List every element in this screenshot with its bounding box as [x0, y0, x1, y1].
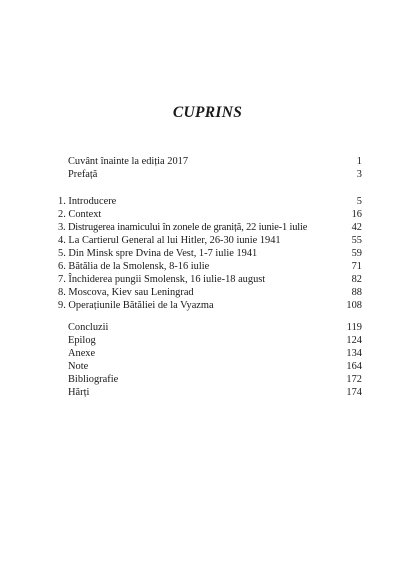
toc-entry	[68, 373, 362, 386]
toc-entry-page: 164	[346, 361, 362, 372]
toc-entry	[68, 334, 362, 347]
toc-entry-page: 124	[346, 335, 362, 346]
toc-entry-label: Anexe	[68, 348, 96, 359]
toc-entry	[58, 195, 362, 208]
toc-entry-label: 3. Distrugerea inamicului în zonele de graniță, 22 iunie-1 iulie	[58, 222, 308, 233]
toc-entry	[68, 168, 362, 181]
toc-entry-page: 59	[351, 248, 362, 259]
toc-entry-page: 55	[351, 235, 362, 246]
toc-entry-label: 2. Context	[58, 209, 102, 220]
toc-entry-page: 172	[346, 374, 362, 385]
toc-entry-page: 134	[346, 348, 362, 359]
toc-entry-label: 6. Bătălia de la Smolensk, 8-16 iulie	[58, 261, 210, 272]
toc-entry-label: Cuvânt înainte la ediția 2017	[68, 156, 189, 167]
toc-entry	[58, 234, 362, 247]
toc-entry	[58, 299, 362, 312]
toc-entry	[68, 155, 362, 168]
toc-entry-label: 7. Închiderea pungii Smolensk, 16 iulie-18 august	[58, 274, 266, 285]
toc-entry	[68, 360, 362, 373]
toc-entry-page: 88	[351, 287, 362, 298]
toc-entry-page: 71	[351, 261, 362, 272]
toc-entry-page: 82	[351, 274, 362, 285]
toc-entry	[68, 321, 362, 334]
toc-entry-page: 119	[346, 322, 362, 333]
toc-entry-label: 9. Operațiunile Bătăliei de la Vyazma	[58, 300, 214, 311]
toc-entry-label: Bibliografie	[68, 374, 119, 385]
toc-entry-label: 1. Introducere	[58, 196, 117, 207]
toc-entry	[68, 347, 362, 360]
toc-title: CUPRINS	[172, 104, 243, 121]
toc-entry-page: 3	[356, 169, 362, 180]
toc-entry-page: 174	[346, 387, 362, 398]
toc-entry	[58, 286, 362, 299]
toc-entry-page: 16	[351, 209, 362, 220]
toc-entry	[58, 208, 362, 221]
toc-entry-page: 42	[351, 222, 362, 233]
toc-entry	[58, 260, 362, 273]
toc-entry	[58, 221, 362, 234]
toc-entry-label: Note	[68, 361, 89, 372]
toc-entry-label: Concluzii	[68, 322, 109, 333]
toc-entry	[58, 247, 362, 260]
toc-entry-label: Hărți	[68, 387, 90, 398]
toc-entry-label: Epilog	[68, 335, 96, 346]
toc-entry	[68, 386, 362, 399]
toc-entry-page: 1	[356, 156, 362, 167]
toc-entry-label: Prefață	[68, 169, 98, 180]
toc-entry-page: 108	[346, 300, 362, 311]
toc-entry-label: 8. Moscova, Kiev sau Leningrad	[58, 287, 194, 298]
toc-entry-page: 5	[356, 196, 362, 207]
toc-entry-label: 4. La Cartierul General al lui Hitler, 26-30 iunie 1941	[58, 235, 281, 246]
toc-entry-label: 5. Din Minsk spre Dvina de Vest, 1-7 iulie 1941	[58, 248, 258, 259]
toc-entry	[58, 273, 362, 286]
